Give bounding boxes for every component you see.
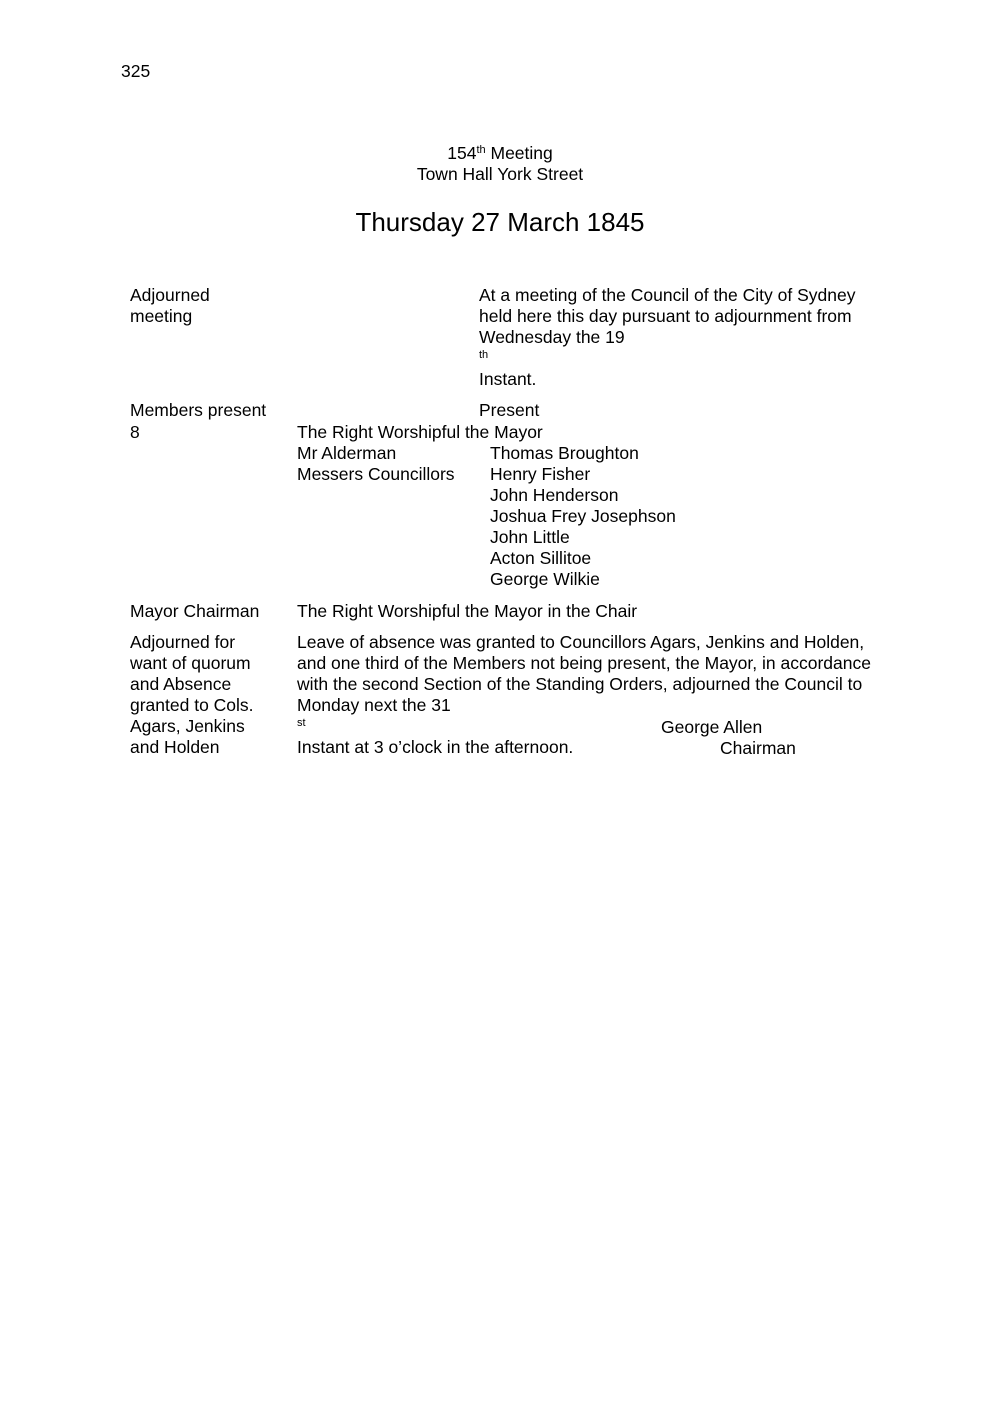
page-number: 325	[121, 61, 151, 81]
margin-note-members-present: Members present	[130, 400, 267, 420]
text-line: At a meeting of the Council of the City of Sydney	[479, 285, 856, 305]
text-fragment: Monday next the 31	[297, 695, 451, 715]
meeting-number-value: 154	[447, 143, 477, 163]
margin-line: and Absence	[130, 674, 232, 694]
councillors-label: Messers Councillors	[297, 464, 455, 484]
councillor-name: Joshua Frey Josephson	[490, 506, 676, 526]
meeting-number-suffix: th	[476, 144, 486, 156]
margin-line: and Holden	[130, 737, 220, 757]
councillor-name: Acton Sillitoe	[490, 548, 592, 568]
meeting-date: Thursday 27 March 1845	[355, 207, 645, 237]
alderman-name: Thomas Broughton	[490, 443, 639, 463]
margin-line: want of quorum	[130, 653, 251, 673]
margin-line: Agars, Jenkins	[130, 716, 245, 736]
margin-line: granted to Cols.	[130, 695, 254, 715]
meeting-number	[0, 143, 1000, 164]
councillor-name: John Henderson	[490, 485, 619, 505]
text-line: held here this day pursuant to adjournment from	[479, 306, 852, 326]
margin-line: Adjourned for	[130, 632, 236, 652]
meeting-label: Meeting	[485, 143, 553, 163]
adjourned-meeting-text	[479, 285, 855, 390]
ordinal-suffix: st	[297, 717, 306, 729]
text-line: and one third of the Members not being present, the Mayor, in accordance	[297, 653, 871, 673]
mayor-line: The Right Worshipful the Mayor	[297, 422, 543, 442]
text-fragment: Wednesday the 19	[479, 327, 625, 347]
alderman-label: Mr Alderman	[297, 443, 397, 463]
text-fragment: Instant.	[479, 369, 537, 389]
margin-note-adjourned-for-want-of-quorum	[130, 632, 254, 758]
text-line: Leave of absence was granted to Councillors Agars, Jenkins and Holden,	[297, 632, 865, 652]
signature-title: Chairman	[720, 738, 796, 758]
margin-line: Adjourned	[130, 285, 210, 305]
margin-note-mayor-chairman: Mayor Chairman	[130, 601, 260, 621]
ordinal-suffix: th	[479, 349, 489, 361]
councillor-name: John Little	[490, 527, 570, 547]
councillor-name: George Wilkie	[490, 569, 600, 589]
text-line	[479, 327, 855, 390]
signature-name: George Allen	[661, 717, 763, 737]
councillors-list	[490, 464, 676, 590]
members-count: 8	[130, 422, 140, 442]
chairman-text: The Right Worshipful the Mayor in the Chair	[297, 601, 638, 621]
margin-line: meeting	[130, 306, 193, 326]
councillor-name: Henry Fisher	[490, 464, 591, 484]
text-line: with the second Section of the Standing Orders, adjourned the Council to	[297, 674, 863, 694]
meeting-venue: Town Hall York Street	[416, 164, 584, 184]
present-heading: Present	[479, 400, 540, 420]
margin-note-adjourned	[130, 285, 210, 327]
text-fragment: Instant at 3 o’clock in the afternoon.	[297, 737, 574, 757]
